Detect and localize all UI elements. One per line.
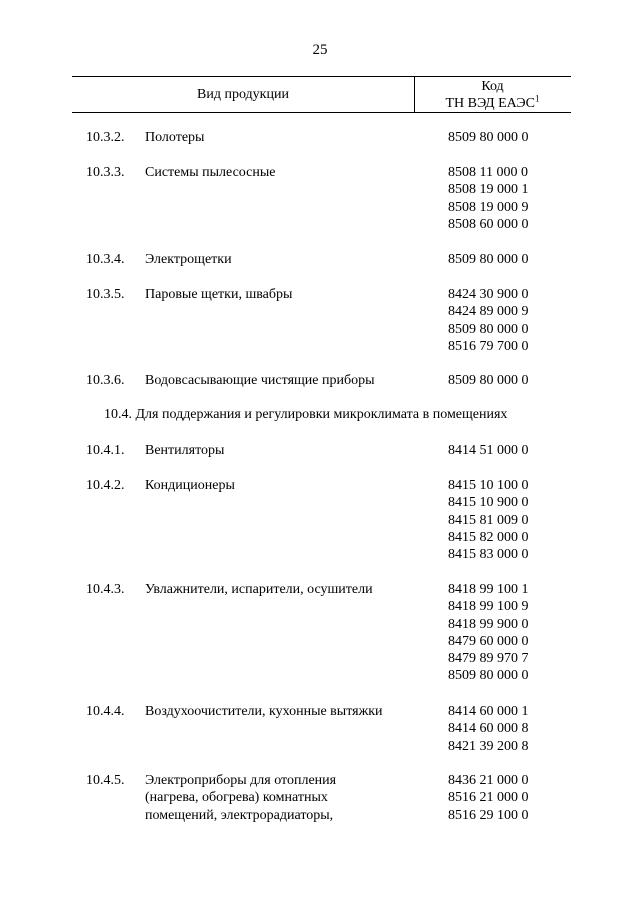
code: 8415 81 009 0 <box>448 512 529 528</box>
product-name-line: Электроприборы для отопления <box>145 773 337 788</box>
footnote-marker: 1 <box>535 93 540 104</box>
row-number: 10.4.5. <box>86 773 125 788</box>
code: 8414 60 000 8 <box>448 721 529 737</box>
code: 8415 82 000 0 <box>448 529 529 545</box>
code: 8479 89 970 7 <box>448 651 529 667</box>
code-list <box>448 286 529 355</box>
table-top-rule <box>72 76 571 77</box>
code: 8508 19 000 9 <box>448 199 529 215</box>
row-number: 10.3.4. <box>86 252 125 267</box>
product-name: Полотеры <box>145 130 205 145</box>
code-list <box>448 442 529 459</box>
product-name-line: помещений, электрорадиаторы, <box>145 807 334 823</box>
row-number: 10.3.2. <box>86 130 125 145</box>
code: 8418 99 100 1 <box>448 582 529 597</box>
code: 8508 60 000 0 <box>448 216 529 232</box>
code-list <box>448 251 529 268</box>
column-header-code-line2 <box>414 95 571 112</box>
code-list <box>448 477 529 563</box>
row-number: 10.4.3. <box>86 582 125 597</box>
column-header-code-line1: Код <box>481 79 504 94</box>
code-list <box>448 372 529 389</box>
code: 8415 83 000 0 <box>448 547 529 563</box>
code: 8508 19 000 1 <box>448 182 529 198</box>
code-list <box>448 129 529 146</box>
page-number: 25 <box>312 42 328 58</box>
section-heading: 10.4. Для поддержания и регулировки микроклимата в помещениях <box>104 407 508 422</box>
code-list <box>448 581 529 685</box>
column-header-code <box>414 78 571 112</box>
code: 8415 10 100 0 <box>448 478 529 493</box>
code: 8418 99 900 0 <box>448 616 529 632</box>
table-header-rule <box>72 112 571 113</box>
code: 8421 39 200 8 <box>448 738 529 754</box>
code: 8509 80 000 0 <box>448 668 529 684</box>
code: 8509 80 000 0 <box>448 130 529 145</box>
product-name <box>145 772 415 824</box>
code-list <box>448 703 529 755</box>
row-number: 10.3.5. <box>86 287 125 302</box>
code: 8414 60 000 1 <box>448 704 529 719</box>
code-list <box>448 772 529 824</box>
product-name: Электрощетки <box>145 252 232 267</box>
code: 8424 30 900 0 <box>448 287 529 302</box>
code: 8414 51 000 0 <box>448 443 529 458</box>
column-header-code-text: ТН ВЭД ЕАЭС <box>445 96 535 111</box>
code: 8509 80 000 0 <box>448 373 529 388</box>
code: 8415 10 900 0 <box>448 495 529 511</box>
code-list <box>448 164 529 233</box>
code: 8516 21 000 0 <box>448 790 529 806</box>
code: 8479 60 000 0 <box>448 633 529 649</box>
product-name: Кондиционеры <box>145 478 235 493</box>
product-name: Вентиляторы <box>145 443 225 458</box>
code: 8418 99 100 9 <box>448 599 529 615</box>
code: 8436 21 000 0 <box>448 773 529 788</box>
row-number: 10.4.4. <box>86 704 125 719</box>
row-number: 10.3.3. <box>86 165 125 180</box>
code: 8509 80 000 0 <box>448 321 529 337</box>
row-number: 10.4.2. <box>86 478 125 493</box>
product-name: Воздухоочистители, кухонные вытяжки <box>145 704 383 719</box>
code: 8516 79 700 0 <box>448 338 529 354</box>
row-number: 10.4.1. <box>86 443 125 458</box>
product-name-line: (нагрева, обогрева) комнатных <box>145 790 328 806</box>
row-number: 10.3.6. <box>86 373 125 388</box>
code: 8509 80 000 0 <box>448 252 529 267</box>
code: 8508 11 000 0 <box>448 165 528 180</box>
column-header-product: Вид продукции <box>197 87 289 102</box>
code: 8516 29 100 0 <box>448 807 529 823</box>
product-name: Паровые щетки, швабры <box>145 287 293 302</box>
product-name: Водовсасывающие чистящие приборы <box>145 373 375 388</box>
product-name: Системы пылесосные <box>145 165 276 180</box>
code: 8424 89 000 9 <box>448 304 529 320</box>
product-name: Увлажнители, испарители, осушители <box>145 582 373 597</box>
